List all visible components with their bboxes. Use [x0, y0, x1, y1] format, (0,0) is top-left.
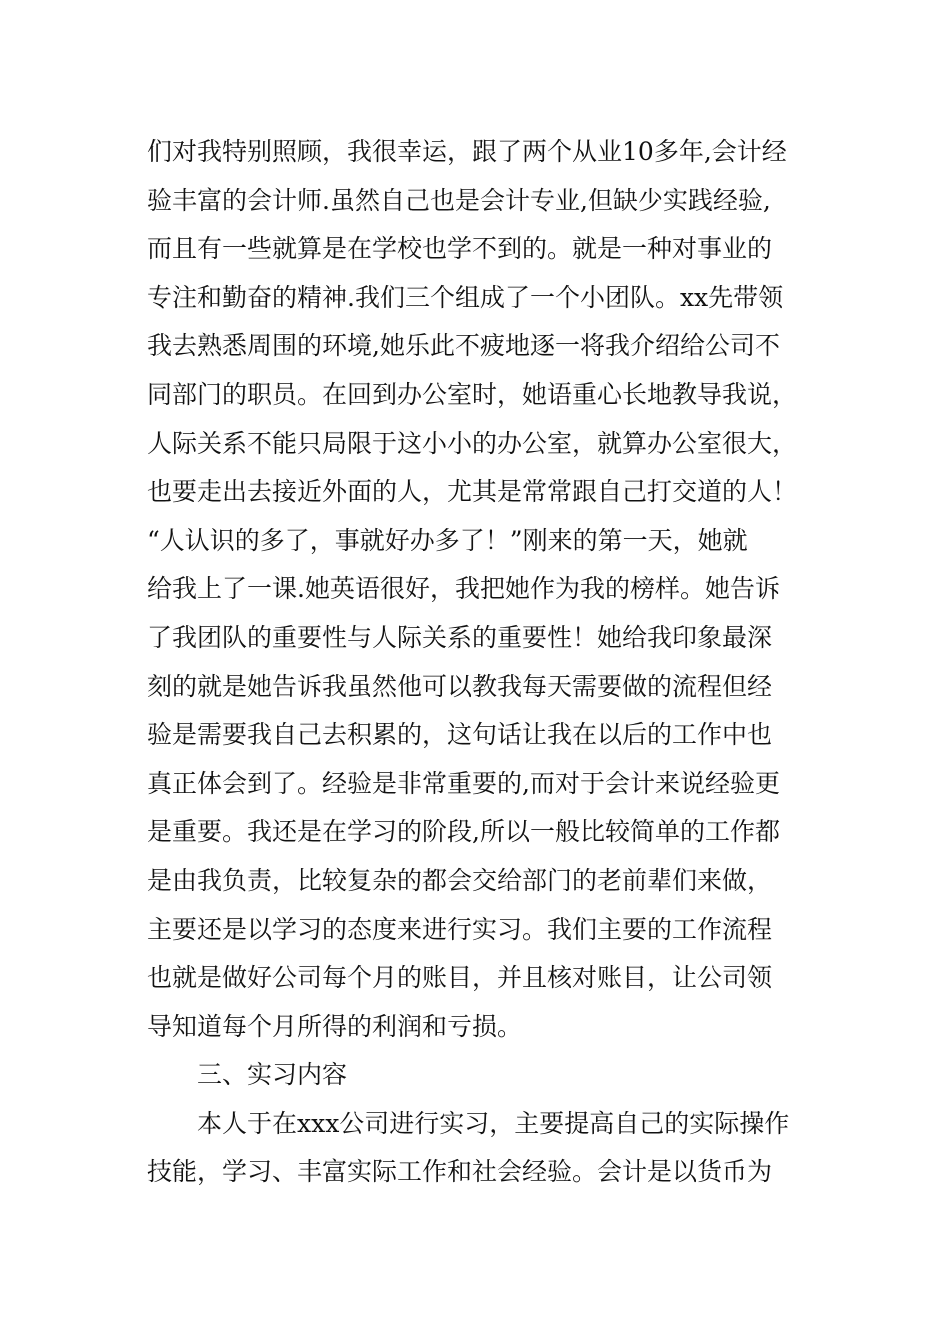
- text-line: 同部门的职员。在回到办公室时，她语重心长地教导我说，: [147, 379, 798, 409]
- text-line: 导知道每个月所得的利润和亏损。: [147, 1011, 523, 1041]
- text-line: 也就是做好公司每个月的账目，并且核对账目，让公司领: [147, 963, 773, 993]
- text-line: 是重要。我还是在学习的阶段,所以一般比较简单的工作都: [147, 817, 780, 847]
- text-line: 技能，学习、丰富实际工作和社会经验。会计是以货币为: [147, 1157, 773, 1187]
- text-line: 们对我特别照顾，我很幸运，跟了两个从业10多年,会计经: [147, 137, 787, 166]
- text-line: 也要走出去接近外面的人，尤其是常常跟自己打交道的人！: [147, 477, 798, 507]
- text-line: 人际关系不能只局限于这小小的办公室，就算办公室很大，: [147, 428, 798, 458]
- text-line: 而且有一些就算是在学校也学不到的。就是一种对事业的: [147, 234, 773, 264]
- text-line: 给我上了一课.她英语很好，我把她作为我的榜样。她告诉: [147, 574, 780, 604]
- body-text: [147, 128, 827, 1197]
- text-line: 我去熟悉周围的环境,她乐此不疲地逐一将我介绍给公司不: [147, 331, 780, 361]
- text-line: 验丰富的会计师.虽然自己也是会计专业,但缺少实践经验,: [147, 185, 771, 215]
- text-line: 验是需要我自己去积累的，这句话让我在以后的工作中也: [147, 720, 773, 750]
- section-heading: 三、实习内容: [197, 1060, 348, 1090]
- text-line: 专注和勤奋的精神.我们三个组成了一个小团队。xx先带领: [147, 282, 784, 312]
- text-line: 刻的就是她告诉我虽然他可以教我每天需要做的流程但经: [147, 671, 773, 701]
- text-line: 是由我负责，比较复杂的都会交给部门的老前辈们来做，: [147, 865, 773, 895]
- text-line: 主要还是以学习的态度来进行实习。我们主要的工作流程: [147, 914, 773, 944]
- text-line: 真正体会到了。经验是非常重要的,而对于会计来说经验更: [147, 768, 780, 798]
- text-line: 本人于在xxx公司进行实习，主要提高自己的实际操作: [197, 1108, 790, 1138]
- text-line: 了我团队的重要性与人际关系的重要性！她给我印象最深: [147, 622, 773, 652]
- text-line: “人认识的多了，事就好办多了！”刚来的第一天，她就: [147, 525, 748, 555]
